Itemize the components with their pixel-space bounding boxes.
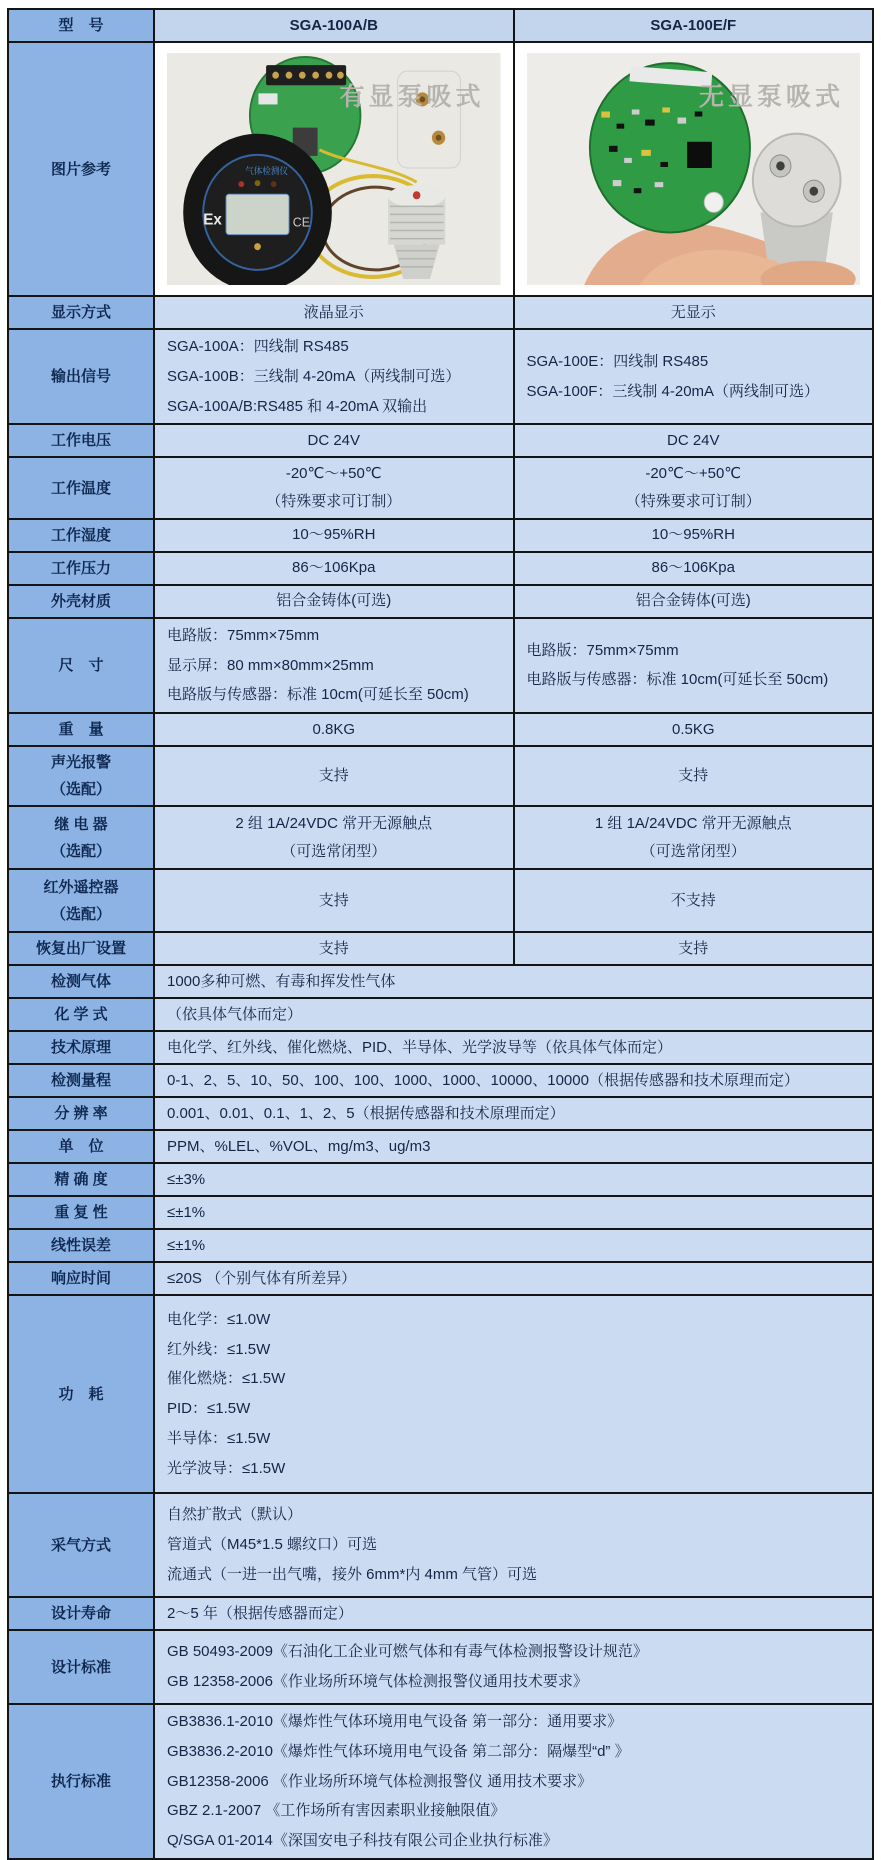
label-humidity [9, 520, 155, 551]
label-text: 恢复出厂设置 [35, 940, 126, 957]
value-line: SGA-100B：三线制 4-20mA（两线制可选） [167, 367, 461, 385]
value-line: GB 12358-2006《作业场所环境气体检测报警仪通用技术要求》 [167, 1673, 588, 1690]
value-line: GB 50493-2009《石油化工企业可燃气体和有毒气体检测报警设计规范》 [167, 1643, 648, 1661]
value-line: SGA-100F：三线制 4-20mA（两线制可选） [526, 382, 820, 400]
value-b-humidity [513, 520, 873, 551]
value-b-audible-alarm [513, 747, 873, 805]
row-detection-range [9, 1063, 872, 1096]
row-unit [9, 1129, 872, 1162]
value-text: ≤±1% [167, 1236, 206, 1254]
label-text: 显示方式 [50, 304, 111, 321]
value-line: -20℃～+50℃ [285, 465, 382, 483]
label-shell-material [9, 586, 155, 617]
value-b-infrared-remote [513, 870, 873, 931]
label-text: 线性误差 [50, 1237, 111, 1254]
header-model-a-text: SGA-100A/B [289, 16, 378, 34]
row-model-header [9, 10, 872, 41]
label-power-consumption [9, 1296, 155, 1492]
value-repeatability [155, 1197, 872, 1228]
value-text: 10～95%RH [292, 526, 376, 544]
value-gas-sampling [155, 1494, 872, 1596]
value-detected-gases [155, 966, 872, 997]
value-text: 86～106Kpa [651, 559, 735, 577]
row-pressure [9, 551, 872, 584]
value-line: 电路版与传感器：标准 10cm(可延长至 50cm) [526, 671, 829, 689]
value-text: 2～5 年（根据传感器而定） [167, 1604, 353, 1622]
label-text-optional: （选配） [50, 781, 111, 798]
value-a-size [155, 619, 513, 712]
value-line: 流通式（一进一出气嘴，接外 6mm*内 4mm 气管）可选 [167, 1565, 538, 1583]
label-resolution [9, 1098, 155, 1129]
label-voltage [9, 425, 155, 456]
label-chemical-formula [9, 999, 155, 1030]
value-line: 管道式（M45*1.5 螺纹口）可选 [167, 1536, 378, 1554]
label-text: 重 复 性 [54, 1204, 108, 1221]
row-power-consumption [9, 1294, 872, 1492]
value-line: 2 组 1A/24VDC 常开无源触点 [235, 814, 433, 832]
value-b-pressure [513, 553, 873, 584]
value-text: 1000多种可燃、有毒和挥发性气体 [167, 972, 396, 990]
label-text: 设计标准 [50, 1658, 111, 1676]
row-design-standards [9, 1629, 872, 1703]
value-text: 86～106Kpa [292, 559, 376, 577]
value-text: DC 24V [666, 431, 720, 449]
value-line: SGA-100A/B:RS485 和 4-20mA 双输出 [167, 397, 428, 415]
label-technical-principle [9, 1032, 155, 1063]
value-line: 显示屏：80 mm×80mm×25mm [167, 656, 374, 674]
value-design-lifetime [155, 1598, 872, 1629]
device-title-text: 气体检测仪 [245, 165, 289, 177]
value-a-humidity [155, 520, 513, 551]
row-response-time [9, 1261, 872, 1294]
value-b-relay [513, 807, 873, 868]
label-text: 检测气体 [50, 973, 111, 990]
row-linearity-error [9, 1228, 872, 1261]
value-text: （依具体气体而定） [167, 1005, 303, 1023]
value-line: 自然扩散式（默认） [167, 1506, 303, 1524]
value-line: 1 组 1A/24VDC 常开无源触点 [594, 814, 792, 832]
row-infrared-remote [9, 868, 872, 931]
value-line: 半导体：≤1.5W [167, 1429, 271, 1447]
value-unit [155, 1131, 872, 1162]
watermark-a: 有显泵吸式 [339, 83, 485, 111]
value-text: ≤±1% [167, 1203, 206, 1221]
value-chemical-formula [155, 999, 872, 1030]
value-text: 支持 [678, 939, 709, 957]
label-pressure [9, 553, 155, 584]
watermark-b: 无显泵吸式 [698, 83, 844, 111]
product-photo-b [527, 53, 861, 285]
value-text: PPM、%LEL、%VOL、mg/m3、ug/m3 [167, 1137, 431, 1155]
product-photo-a [167, 53, 501, 285]
value-line: 催化燃烧：≤1.5W [167, 1370, 286, 1388]
label-audible-alarm [9, 747, 155, 805]
label-text: 外壳材质 [50, 592, 111, 610]
value-text: 支持 [318, 939, 349, 957]
value-a-infrared-remote [155, 870, 513, 931]
value-text: 不支持 [670, 891, 716, 909]
label-text: 工作电压 [50, 432, 111, 450]
value-line: （特殊要求可订制） [266, 493, 402, 510]
label-text: 尺 寸 [58, 656, 104, 674]
label-text: 工作湿度 [50, 526, 111, 544]
label-text: 输出信号 [50, 368, 111, 386]
label-model-text: 型 号 [58, 17, 104, 34]
photo-a-cell [155, 43, 513, 295]
label-accuracy [9, 1164, 155, 1195]
label-text-optional: （选配） [50, 905, 111, 923]
value-line: 红外线：≤1.5W [167, 1340, 271, 1358]
row-detected-gases [9, 964, 872, 997]
value-execution-standards [155, 1705, 872, 1858]
label-text: 单 位 [58, 1138, 104, 1155]
label-repeatability [9, 1197, 155, 1228]
value-a-voltage [155, 425, 513, 456]
label-text-optional: （选配） [50, 842, 111, 860]
value-line: GB3836.2-2010《爆炸性气体环境用电气设备 第二部分：隔爆型“d” 》 [167, 1742, 630, 1760]
row-display-mode [9, 295, 872, 328]
value-a-display-mode [155, 297, 513, 328]
value-line: （特殊要求可订制） [625, 493, 761, 510]
value-text: 0.8KG [312, 720, 356, 738]
value-a-relay [155, 807, 513, 868]
value-text: 0.5KG [671, 720, 715, 738]
value-b-temperature [513, 458, 873, 518]
value-design-standards [155, 1631, 872, 1703]
label-factory-reset [9, 933, 155, 964]
spec-table [7, 8, 874, 1860]
label-text: 重 量 [58, 721, 104, 738]
value-line: 电路版：75mm×75mm [526, 641, 679, 659]
label-temperature [9, 458, 155, 518]
value-text: ≤±3% [167, 1170, 206, 1188]
value-b-size [513, 619, 873, 712]
label-text: 技术原理 [50, 1039, 111, 1056]
row-relay [9, 805, 872, 868]
label-text: 功 耗 [58, 1385, 104, 1403]
value-b-factory-reset [513, 933, 873, 964]
value-a-audible-alarm [155, 747, 513, 805]
label-model [9, 10, 155, 41]
value-line: PID：≤1.5W [167, 1400, 251, 1417]
value-a-temperature [155, 458, 513, 518]
value-line: Q/SGA 01-2014《深国安电子科技有限公司企业执行标准》 [167, 1832, 558, 1849]
row-technical-principle [9, 1030, 872, 1063]
value-a-pressure [155, 553, 513, 584]
row-execution-standards [9, 1703, 872, 1858]
value-accuracy [155, 1164, 872, 1195]
label-linearity-error [9, 1230, 155, 1261]
label-output-signal [9, 330, 155, 423]
label-display-mode [9, 297, 155, 328]
value-text: 无显示 [670, 303, 716, 321]
label-text: 工作压力 [50, 559, 111, 577]
value-text: 支持 [318, 891, 349, 909]
value-line: （可选常闭型） [281, 842, 387, 860]
label-text: 红外遥控器 [43, 878, 119, 896]
label-photos [9, 43, 155, 295]
value-b-shell-material [513, 586, 873, 617]
value-a-output-signal [155, 330, 513, 423]
row-accuracy [9, 1162, 872, 1195]
value-line: GBZ 2.1-2007 《工作场所有害因素职业接触限值》 [167, 1802, 506, 1820]
label-photos-text: 图片参考 [50, 160, 111, 178]
value-technical-principle [155, 1032, 872, 1063]
row-audible-alarm [9, 745, 872, 805]
header-model-a [155, 10, 513, 41]
value-text: 10～95%RH [651, 526, 735, 544]
value-text: 0-1、2、5、10、50、100、100、1000、1000、10000、10000（根据传感器和技术原理而定） [167, 1071, 799, 1089]
value-detection-range [155, 1065, 872, 1096]
value-line: 光学波导：≤1.5W [167, 1459, 286, 1477]
label-execution-standards [9, 1705, 155, 1858]
value-line: 电化学：≤1.0W [167, 1310, 271, 1328]
value-b-display-mode [513, 297, 873, 328]
value-b-weight [513, 714, 873, 745]
value-line: -20℃～+50℃ [645, 465, 742, 483]
header-model-b [513, 10, 873, 41]
row-output-signal [9, 328, 872, 423]
value-line: （可选常闭型） [640, 842, 746, 860]
label-detection-range [9, 1065, 155, 1096]
label-text: 设计寿命 [50, 1605, 111, 1622]
value-b-output-signal [513, 330, 873, 423]
value-line: 电路版：75mm×75mm [167, 626, 320, 644]
label-response-time [9, 1263, 155, 1294]
label-infrared-remote [9, 870, 155, 931]
label-weight [9, 714, 155, 745]
row-voltage [9, 423, 872, 456]
label-design-lifetime [9, 1598, 155, 1629]
value-text: 铝合金铸体(可选) [276, 592, 392, 610]
value-linearity-error [155, 1230, 872, 1261]
value-b-voltage [513, 425, 873, 456]
value-response-time [155, 1263, 872, 1294]
ce-marking: CE [292, 214, 310, 230]
value-line: GB3836.1-2010《爆炸性气体环境用电气设备 第一部分：通用要求》 [167, 1713, 623, 1730]
value-text: 支持 [318, 767, 349, 785]
label-text: 精 确 度 [54, 1171, 108, 1188]
label-text: 采气方式 [50, 1536, 111, 1554]
value-a-weight [155, 714, 513, 745]
value-a-factory-reset [155, 933, 513, 964]
row-gas-sampling [9, 1492, 872, 1596]
label-text: 响应时间 [50, 1270, 111, 1287]
ex-marking: Ex [203, 211, 222, 229]
header-model-b-text: SGA-100E/F [650, 16, 737, 34]
label-text: 声光报警 [50, 754, 111, 771]
row-photos [9, 41, 872, 295]
label-text: 工作温度 [50, 479, 111, 497]
label-text: 检测量程 [50, 1072, 111, 1089]
value-text: 支持 [678, 767, 709, 785]
label-detected-gases [9, 966, 155, 997]
photo-b-cell [513, 43, 873, 295]
label-relay [9, 807, 155, 868]
label-text: 继 电 器 [54, 815, 108, 833]
label-gas-sampling [9, 1494, 155, 1596]
value-a-shell-material [155, 586, 513, 617]
value-line: 电路版与传感器：标准 10cm(可延长至 50cm) [167, 686, 469, 704]
value-text: 液晶显示 [303, 303, 364, 321]
value-power-consumption [155, 1296, 872, 1492]
label-text: 化 学 式 [54, 1006, 108, 1023]
row-temperature [9, 456, 872, 518]
row-resolution [9, 1096, 872, 1129]
row-chemical-formula [9, 997, 872, 1030]
row-weight [9, 712, 872, 745]
label-unit [9, 1131, 155, 1162]
value-text: ≤20S （个别气体有所差异） [167, 1269, 357, 1287]
row-design-lifetime [9, 1596, 872, 1629]
value-line: GB12358-2006 《作业场所环境气体检测报警仪 通用技术要求》 [167, 1772, 593, 1790]
row-repeatability [9, 1195, 872, 1228]
value-line: SGA-100A：四线制 RS485 [167, 338, 349, 355]
row-size [9, 617, 872, 712]
value-text: DC 24V [307, 431, 361, 449]
row-shell-material [9, 584, 872, 617]
value-text: 电化学、红外线、催化燃烧、PID、半导体、光学波导等（依具体气体而定） [167, 1038, 673, 1056]
row-humidity [9, 518, 872, 551]
value-text: 0.001、0.01、0.1、1、2、5（根据传感器和技术原理而定） [167, 1104, 565, 1122]
label-text: 执行标准 [50, 1772, 111, 1790]
value-resolution [155, 1098, 872, 1129]
value-text: 铝合金铸体(可选) [635, 592, 751, 610]
label-size [9, 619, 155, 712]
row-factory-reset [9, 931, 872, 964]
label-text: 分 辨 率 [54, 1105, 108, 1122]
value-line: SGA-100E：四线制 RS485 [526, 352, 709, 370]
label-design-standards [9, 1631, 155, 1703]
